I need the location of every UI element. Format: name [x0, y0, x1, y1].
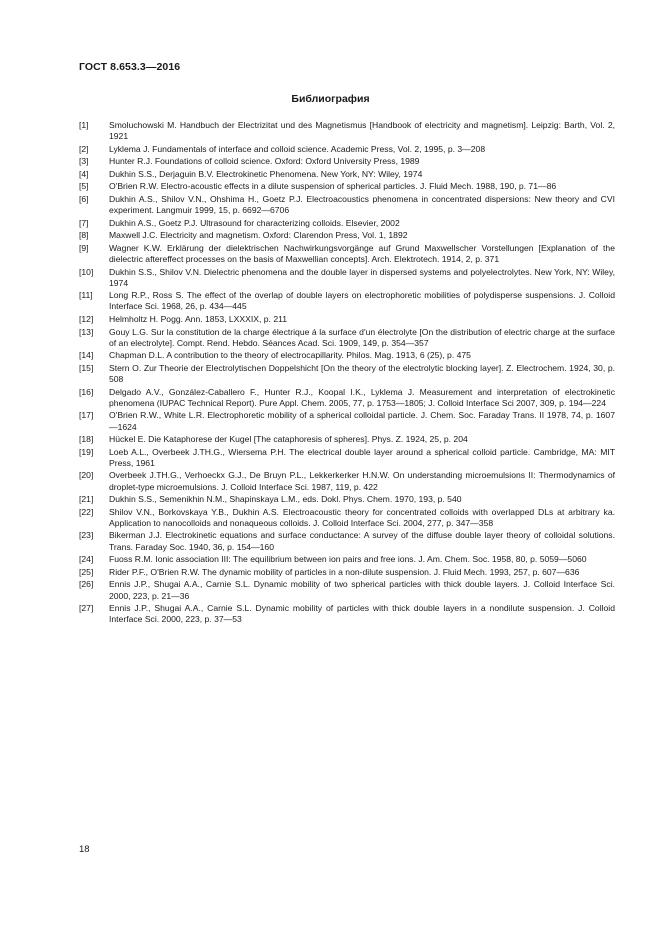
entry-number: [2]	[79, 143, 89, 154]
entry-number: [10]	[79, 266, 94, 277]
bibliography-entry	[79, 120, 615, 142]
entry-text: Helmholtz H. Pogg. Ann. 1853, LXXXIX, p. 211	[109, 314, 288, 325]
bibliography-entry	[79, 603, 615, 625]
bibliography-entry	[79, 434, 615, 445]
entry-number: [3]	[79, 156, 89, 167]
entry-number: [11]	[79, 290, 93, 301]
document-header: ГОСТ 8.653.3—2016	[79, 61, 181, 73]
entry-text: O'Brien R.W., White L.R. Electrophoretic mobility of a spherical colloidal particle. J. Chem. Soc. Faraday Trans. II 1978, 74, p. 1607—1624	[109, 410, 615, 432]
entry-number: [27]	[79, 603, 94, 614]
entry-text: Dukhin A.S., Shilov V.N., Ohshima H., Goetz P.J. Electroacoustics phenomena in concentrated dispersions: New theory and CVI experiment. Langmuir 1999, 15, p. 6692—6706	[109, 193, 615, 216]
entry-number: [7]	[79, 217, 89, 228]
bibliography-entry	[79, 144, 615, 155]
entry-number: [23]	[79, 530, 94, 541]
entry-text: Ennis J.P., Shugai A.A., Carnie S.L. Dynamic mobility of particles with thick double layers in a nondilute suspension. J. Colloid Interface Sci. 2000, 223, p. 37—53	[109, 603, 615, 625]
entry-text: Hückel E. Die Kataphorese der Kugel [The cataphoresis of spheres]. Phys. Z. 1924, 25, p. 204	[109, 434, 468, 445]
entry-text: Lyklema J. Fundamentals of interface and colloid science. Academic Press, Vol. 2, 1995, p. 3—208	[109, 143, 486, 154]
section-title: Библиография	[291, 93, 370, 105]
entry-number: [5]	[79, 181, 89, 192]
bibliography-entry	[79, 314, 615, 325]
entry-text: Shilov V.N., Borkovskaya Y.B., Dukhin A.S. Electroacoustic theory for concentrated colloids with overlapped DLs at arbitrary ka. Application to nanocolloids and nonaqueous colloids. J. Colloid Interface Sci. 2004, 277, p. 347—358	[109, 506, 615, 528]
entry-number: [26]	[79, 579, 94, 590]
entry-number: [21]	[79, 494, 94, 505]
bibliography-entry	[79, 194, 615, 216]
bibliography-entry	[79, 530, 615, 552]
bibliography-entry	[79, 470, 615, 492]
entry-text: Fuoss R.M. Ionic association III: The equilibrium between ion pairs and free ions. J. Am. Chem. Soc. 1958, 80, p. 5059—5060	[109, 554, 587, 565]
entry-text: Rider P.F., O'Brien R.W. The dynamic mobility of particles in a non-dilute suspension. J. Fluid Mech. 1993, 257, p. 607—636	[109, 566, 580, 577]
entry-number: [18]	[79, 434, 94, 445]
entry-number: [19]	[79, 446, 94, 457]
bibliography-entry	[79, 410, 615, 432]
bibliography-entry	[79, 579, 615, 601]
entry-text: Dukhin S.S., Shilov V.N. Dielectric phenomena and the double layer in dispersed systems and polyelectrolytes. New York, NY: Wiley, 1974	[109, 266, 615, 288]
entry-text: Dukhin S.S., Semenikhin N.M., Shapinskaya L.M., eds. Dokl. Phys. Chem. 1970, 193, p. 540	[109, 494, 462, 505]
entry-number: [6]	[79, 193, 89, 204]
entry-text: Bikerman J.J. Electrokinetic equations and surface conductance: A survey of the diffuse double layer theory of colloidal solutions. Trans. Faraday Soc. 1940, 36, p. 154—160	[109, 530, 615, 552]
bibliography-entry	[79, 567, 615, 578]
bibliography-entry	[79, 156, 615, 167]
entry-number: [17]	[79, 410, 94, 421]
entry-number: [25]	[79, 566, 94, 577]
entry-number: [15]	[79, 362, 94, 373]
entry-text: Chapman D.L. A contribution to the theory of electrocapillarity. Philos. Mag. 1913, 6 (25), p. 475	[109, 350, 471, 361]
entry-text: Wagner K.W. Erklärung der dielektrischen Nachwirkungsvorgänge auf Grund Maxwellscher Vorstellungen [Explanation of the dielectric aftereffect processes on the basis of Maxwellian concepts]. Arch. Elektrotech. 1914, 2, p. 371	[109, 242, 615, 264]
entry-number: [1]	[79, 120, 89, 130]
bibliography-entry	[79, 363, 615, 385]
entry-text: Smoluchowski M. Handbuch der Electrizitat und des Magnetismus [Handbook of electricity and magnetism]. Leipzig: Barth, Vol. 2, 1921	[109, 120, 615, 142]
bibliography-entry	[79, 494, 615, 505]
bibliography-list	[79, 120, 615, 627]
bibliography-entry	[79, 230, 615, 241]
entry-text: O'Brien R.W. Electro-acoustic effects in a dilute suspension of spherical particles. J. Fluid Mech. 1988, 190, p. 71—86	[109, 181, 557, 192]
entry-text: Gouy L.G. Sur la constitution de la charge électrique á la surface d'un électrolyte [On the distribution of electric charge at the surface of an electrolyte]. Compt. Rend. Hebdo. Séances Acad. Sci. 1909, 149, p. 354—357	[109, 326, 615, 348]
bibliography-entry	[79, 218, 615, 229]
page-number: 18	[79, 844, 90, 855]
bibliography-entry	[79, 507, 615, 529]
entry-number: [22]	[79, 506, 94, 517]
entry-number: [8]	[79, 230, 89, 241]
entry-text: Dukhin A.S., Goetz P.J. Ultrasound for characterizing colloids. Elsevier, 2002	[109, 217, 400, 228]
bibliography-entry	[79, 387, 615, 409]
entry-number: [9]	[79, 242, 89, 253]
entry-text: Ennis J.P., Shugai A.A., Carnie S.L. Dynamic mobility of two spherical particles with thick double layers. J. Colloid Interface Sci. 2000, 223, p. 21—36	[109, 579, 615, 601]
bibliography-entry	[79, 327, 615, 349]
bibliography-entry	[79, 554, 615, 565]
entry-number: [20]	[79, 470, 94, 481]
entry-text: Hunter R.J. Foundations of colloid science. Oxford: Oxford University Press, 1989	[109, 156, 420, 167]
entry-number: [4]	[79, 168, 89, 179]
entry-number: [24]	[79, 554, 94, 565]
entry-text: Dukhin S.S., Derjaguin B.V. Electrokinetic Phenomena. New York, NY: Wiley, 1974	[109, 168, 423, 179]
entry-text: Maxwell J.C. Electricity and magnetism. Oxford: Clarendon Press, Vol. 1, 1892	[109, 230, 408, 241]
bibliography-entry	[79, 243, 615, 265]
bibliography-entry	[79, 169, 615, 180]
entry-text: Loeb A.L., Overbeek J.TH.G., Wiersema P.H. The electrical double layer around a spherical colloid particle. Cambridge, MA: MIT Press, 1961	[109, 446, 615, 468]
entry-number: [14]	[79, 350, 94, 361]
entry-text: Stern O. Zur Theorie der Electrolytischen Doppelshicht [On the theory of the electrolytic blocking layer]. Z. Electrochem. 1924, 30, p. 508	[109, 362, 615, 385]
bibliography-entry	[79, 350, 615, 361]
entry-number: [13]	[79, 326, 94, 337]
bibliography-entry	[79, 447, 615, 469]
entry-text: Overbeek J.TH.G., Verhoeckx G.J., De Bruyn P.L., Lekkerkerker H.N.W. On understanding microemulsions II: Thermodynamics of droplet-type microemulsions. J. Colloid Interface Sci. 1987, 119, p. 422	[109, 470, 615, 492]
bibliography-entry	[79, 267, 615, 289]
entry-text: Delgado A.V., González-Caballero F., Hunter R.J., Koopal I.K., Lyklema J. Measurement and interpretation of electrokinetic phenomena (IUPAC Technical Report). Pure Appl. Chem. 2005, 77, p. 1753—1805; J. Colloid Interface Sci 2007, 309, p. 194—224	[109, 386, 615, 408]
bibliography-entry	[79, 290, 615, 312]
entry-text: Long R.P., Ross S. The effect of the overlap of double layers on electrophoretic mobilities of polydisperse suspensions. J. Colloid Interface Sci. 1968, 26, p. 434—445	[109, 290, 615, 312]
bibliography-entry	[79, 181, 615, 192]
entry-number: [12]	[79, 314, 94, 325]
entry-number: [16]	[79, 386, 94, 397]
